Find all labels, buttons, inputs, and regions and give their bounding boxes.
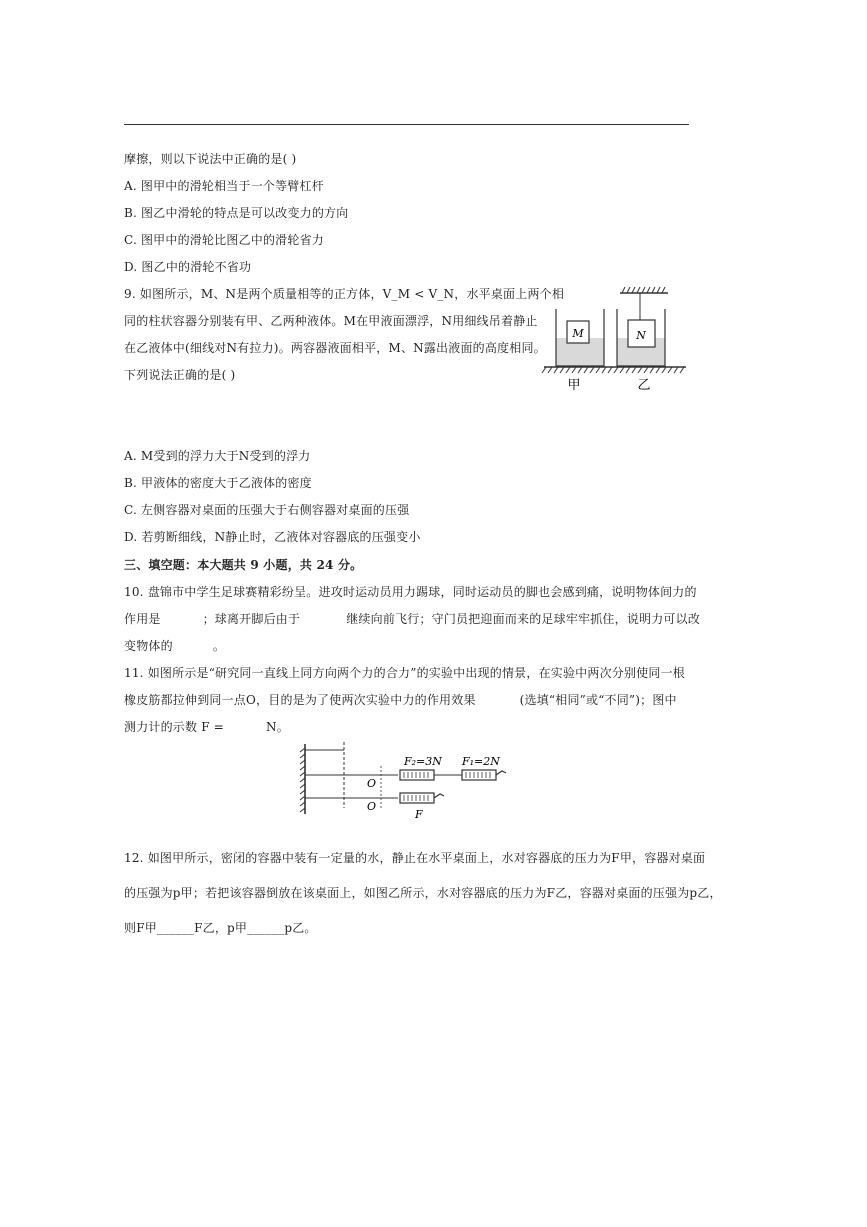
q10-text-a: 作用是 [124, 612, 161, 626]
label-o-upper: O [367, 777, 377, 790]
q10-line-1: 10. 盘锦市中学生足球赛精彩纷呈。进攻时运动员用力踢球，同时运动员的脚也会感到痛，说明物体间力的 [124, 585, 697, 599]
q12-line-1: 12. 如图甲所示，密闭的容器中装有一定量的水，静止在水平桌面上，水对容器底的压力为F甲，容器对桌面 [124, 851, 706, 865]
q8-option-c: C. 图甲中的滑轮比图乙中的滑轮省力 [124, 233, 324, 247]
label-yi: 乙 [637, 378, 651, 393]
q9-stem-line-3: 在乙液体中(细线对N有拉力)。两容器液面相平，M、N露出液面的高度相同。 [124, 341, 546, 355]
q10-text-b: ；球离开脚后由于 [202, 612, 301, 626]
q10-text-d: 变物体的 [124, 639, 173, 653]
label-o-lower: O [367, 800, 377, 813]
q11-text-c: 测力计的示数 F = [124, 720, 225, 734]
q8-option-a: A. 图甲中的滑轮相当于一个等臂杠杆 [124, 179, 324, 193]
q10-text-c: 继续向前飞行；守门员把迎面而来的足球牢牢抓住，说明力可以改 [346, 612, 701, 626]
q11-line-3 [124, 719, 289, 735]
q11-text-d: N。 [266, 720, 289, 734]
label-f: F [415, 808, 423, 820]
q12-line-3: 则F甲______F乙，p甲______p乙。 [124, 921, 317, 935]
q8-stem-end: 摩擦，则以下说法中正确的是( ) [124, 152, 297, 166]
q11-text-b: (选填“相同”或“不同”)；图中 [519, 693, 677, 707]
q11-text-a: 橡皮筋都拉伸到同一点O，目的是为了使两次实验中力的作用效果 [124, 693, 476, 707]
q9-figure [540, 283, 690, 393]
q9-option-c: C. 左侧容器对桌面的压强大于右侧容器对桌面的压强 [124, 503, 410, 517]
label-m: M [572, 327, 584, 340]
q8-option-d: D. 图乙中的滑轮不省功 [124, 260, 252, 274]
q9-option-d: D. 若剪断细线，N静止时，乙液体对容器底的压强变小 [124, 530, 421, 544]
label-jia: 甲 [567, 378, 581, 393]
q9-stem-line-4: 下列说法正确的是( ) [124, 368, 236, 382]
section-3-heading: 三、填空题：本大题共 9 小题，共 24 分。 [124, 558, 363, 572]
header-rule [124, 124, 689, 125]
q9-stem-line-2: 同的柱状容器分别装有甲、乙两种液体。M在甲液面漂浮，N用细线吊着静止 [124, 314, 538, 328]
q8-option-b: B. 图乙中滑轮的特点是可以改变力的方向 [124, 206, 349, 220]
q9-option-a: A. M受到的浮力大于N受到的浮力 [124, 449, 311, 463]
label-f1: F₁=2N [462, 755, 500, 768]
q11-line-2 [124, 692, 677, 708]
label-f2: F₂=3N [404, 755, 442, 768]
q11-line-1: 11. 如图所示是“研究同一直线上同方向两个力的合力”的实验中出现的情景，在实验中两次分别使同一根 [124, 666, 685, 680]
q9-option-b: B. 甲液体的密度大于乙液体的密度 [124, 476, 312, 490]
q9-stem-line-1: 9. 如图所示，M、N是两个质量相等的正方体，V_M < V_N，水平桌面上两个相 [124, 287, 565, 301]
q10-text-e: 。 [212, 639, 226, 653]
q10-line-3 [124, 638, 225, 654]
q10-line-2 [124, 611, 700, 627]
label-n: N [636, 329, 646, 342]
q11-figure [298, 738, 518, 820]
q12-line-2: 的压强为p甲；若把该容器倒放在该桌面上，如图乙所示，水对容器底的压力为F乙，容器对桌面的压强为p乙， [124, 886, 722, 900]
